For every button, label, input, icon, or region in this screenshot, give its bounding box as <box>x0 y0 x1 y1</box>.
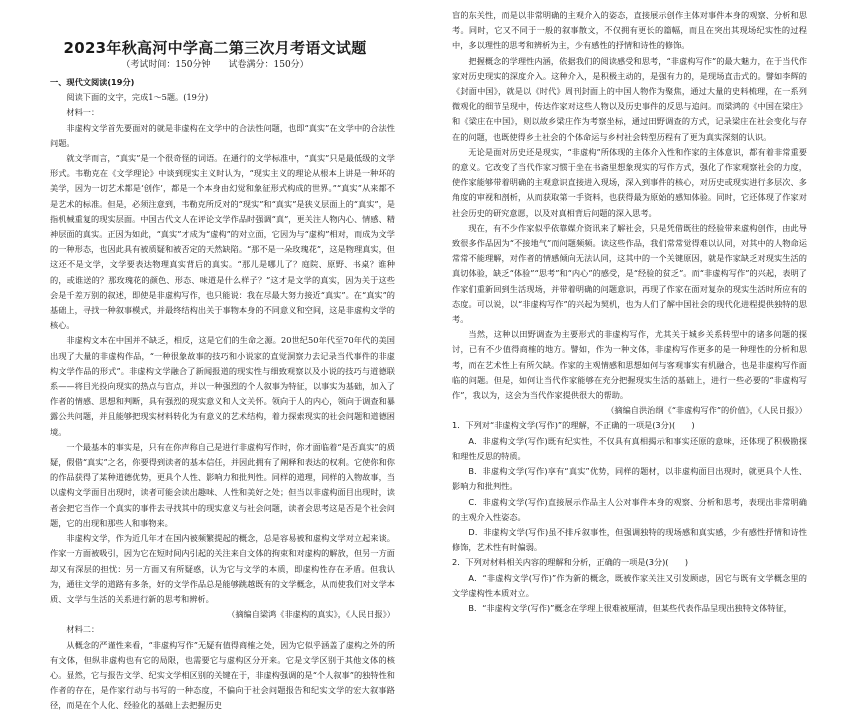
paragraph: 就文学而言，“真实”是一个很奇怪的词语。在通行的文学标准中，“真实”只是最低级的文学形式。韦勒克在《文学理论》中谈到现实主义时认为，“现实主义的理论从根本上讲是一种坏的美学，因为一切艺术都是‘创作’，都是一个本身由幻觉和象征形式构成的世界。”“真实”从来都不是艺术的标准。但是，必须注意到，韦勒克所反对的“现实”和“真实”是狭义层面上的“真实”，是指机械重复的现实层面。中国古代文人在评论文学作品时强调“真”，更关注人物内心、情感、精神层面的真实。正因为如此，“真实”才成为“虚构”的对立面，它因为与“虚构”相对，而成为文学的一种形态，也因此具有被质疑和被否定的天然缺陷。“那不是一朵玫瑰花”，这是物理真实，但这还不是文学，文学要表达物理真实背后的真实。“那儿是哪儿了？庭院、原野、书桌？谁种的，或谁送的？那玫瑰花的颜色、形态、味道是什么样子？”这才是文学的真实，因为关于这些会是千差万别的叙述，即使是非虚构写作，也只能说：我在尽最大努力接近“真实”。在“真实”的基础上，寻找一种叙事模式，并最终结构出关于事物本身的不同意义和空间，这是非虚构文学的核心。 <box>50 153 395 331</box>
paragraph: 把握概念的学理性内涵，依据我们的阅读感受和思考，“非虚构写作”的最大魅力，在于当代作家对历史现实的深度介入。这种介入，是积极主动的，是强有力的，是现场直击式的。譬如李辉的《封面中国》，就是以《时代》周刊封面上的中国人物作为聚焦，通过大量的史料梳理，在一系列微观化的细节呈现中，传达作家对这些人物以及历史事件的反思与追问。而梁鸿的《中国在梁庄》和《梁庄在中国》，则以故乡梁庄作为考察坐标，通过田野调查的方式，记录梁庄在社会变化与存在的问题，也既使得乡土社会的个体命运与乡村社会转型历程有了更为真实深刻的认识。 <box>452 55 807 142</box>
exam-info: （考试时间：150分钟 试卷满分：150分） <box>121 60 309 70</box>
paragraph: 无论是面对历史还是现实，“非虚构”所体现的主体介入性和作家的主体意识，都有着非常重要的意义。它改变了当代作家习惯于坐在书斋里想象现实的写作方式，强化了作家观察社会的力度，使作家能够带着明确的主观意识直接进入现场，深入到事件的核心，对历史或现实进行多层次、多角度的审视和剖析，从而获取第一手资料，也获得最为原始的感知体验。同时，它还体现了作家对社会历史的研究意愿，以及对真相背后问题的深入思考。 <box>452 146 807 218</box>
paragraph: 现在，有不少作家似乎依靠媒介资讯来了解社会，只是凭借既往的经验带来虚构创作，由此导致很多作品因为“不接地气”而问题频频。读这些作品，我们常常觉得难以认同，对其中的人物命运常常不能理解，对作者的情感倾向无法认同，这其中的一个关键原因，就是作家缺乏对现实生活的真切体验，缺乏“体验”“思考”和“内心”的感受，是“经验的贫乏”。而“非虚构写作”的兴起，表明了作家们重新回到生活现场，并带着明确的问题意识，再现了作家在面对复杂的现实生活时所应有的态度。可以说，以“非虚构写作”的兴起为契机，也为人们了解中国社会的现代化进程提供独特的思考。 <box>452 222 807 325</box>
paragraph: 非虚构文本在中国并不缺乏，相反，这是它们的生命之源。20世纪50年代至70年代的美国出现了大量的非虚构作品，“一种很象故事的技巧和小说家的直觉洞察力去记录当代事件的非虚构文学作品的形式”。非虚构文学融合了新闻报道的现实性与细致观察以及小说的技巧与道德联系——将目光投向现实的热点与盲点，并以一种强烈的个人叙事为特征，以事实为基础，加入了作者的情感、思想和判断，具有强烈的现实意义和人文关怀。领向于人的内心，领向于调查和暴露公共问题，并且能够把现实材料转化为有意义的艺术结构，着力探索现实的社会问题和道德困境。 <box>50 335 395 437</box>
left-column <box>0 0 430 711</box>
question-2-option-a: A．“非虚构文学(写作)”作为新的概念，既被作家关注又引发顾虑，因它与既有文学概念里的文学虚构性本质对立。 <box>452 572 807 598</box>
paragraph: 盲的东关性，而是以非常明确的主观介入的姿态，直接展示创作主体对事件本身的观察、分析和思考。同时，它又不同于一般的叙事散文，不仅拥有更长的篇幅，而且在突出其现场纪实性的过程中，多以理性的思考和辨析为主，少有感性的抒情和诗性的修饰。 <box>452 10 807 51</box>
paragraph: 当然，这种以田野调查为主要形式的非虚构写作，尤其关于城乡关系转型中的诸多问题的探讨，已有不少值得商榷的地方。譬如，作为一种文体，非虚构写作更多的是一种理性的分析和思考，而在艺术性上有所欠缺。作家的主观情感和思想如何与客观事实有机融合，也是非虚构写作面临的问题。但是，如何让当代作家能够在充分把握现实生活的基础上，进行一些必要的“非虚构写作”，我以为，这会为当代作家提供很大的帮助。 <box>452 329 807 401</box>
paragraph: 从概念的严谨性来看，“非虚构写作”无疑有值得商榷之处，因为它似乎涵盖了虚构之外的所有文体，但纵非虚构也有它的局限，也需要它与虚构区分开来。它是文学区别于其他文体的核心。显然，它与报告文学、纪实文学相区别的关键在于，非虚构强调的是“个人叙事”的独特性和作者的存在，是作家行动与书写的一种态度，不偏向于社会问题报告和纪实文学的宏大叙事路径，而是在个人化、经验化的基础上去把握历史 <box>50 639 395 711</box>
question-1-option-d: D．非虚构文学(写作)虽不排斥叙事性，但强调独特的现场感和真实感，少有感性抒情和诗性修饰，艺术性有时偏弱。 <box>452 526 807 553</box>
paragraph: 一个最基本的事实是，只有在你声称自己是进行非虚构写作时，你才面临着“是否真实”的质疑，假借“真实”之名，你要得到读者的基本信任，并因此拥有了阐释和表达的权利。它使你和你的作品获得了某种道德优势，更具个人性、影响力和批判性。同样的道理，同样的入物故事，当以虚构文学面目出现时，读者可能会读出趣味、人性和美好之处；但当以非虚构面目出现时，读者会把它当作一个真实的事件去寻找其中的现实意义与社会问题，读者会思考这是否是个社会问题，它的出现和那些人和事物来。 <box>50 441 395 528</box>
section-instruction: 阅读下面的文字，完成1～5题。(19分) <box>66 92 209 103</box>
left-text-flow <box>50 75 395 714</box>
right-text-flow <box>452 8 807 616</box>
question-2-stem: 2．下列对材料相关内容的理解和分析，正确的一项是(3分)( ) <box>452 557 689 568</box>
page-title: 2023年秋高河中学高二第三次月考语文试题 <box>63 39 367 57</box>
question-1-option-a: A．非虚构文学(写作)既有纪实性，不仅具有真相揭示和事实还原的意味，还体现了积极勘探和理性反思的特质。 <box>452 435 807 461</box>
question-1-option-b: B．非虚构文学(写作)享有“真实”优势，同样的题材，以非虚构面目出现时，就更具个人性、影响力和批判性。 <box>452 466 807 492</box>
paragraph: 非虚构文学首先要面对的就是非虚构在文学中的合法性问题，也即“真实”在文学中的合法性问题。 <box>50 122 395 148</box>
question-1-option-c: C．非虚构文学(写作)直接展示作品主人公对事件本身的观察、分析和思考，表现出非常明确的主观介入性姿态。 <box>452 496 807 522</box>
right-column <box>430 0 860 613</box>
material1-label: 材料一： <box>66 107 100 118</box>
paragraph: 非虚构文学，作为近几年才在国内被频繁提起的概念，总是容易被和虚构文学对立起来谈。作家一方面被吸引，因为它在短时间内引起的关注来自文体的拘束和对虚构的解放，但另一方面却又有深层的担忧：另一方面又有所疑惑，认为它与文学的本质，即虚构性存在矛盾。但我认为，通往文学的道路有多条，好的文学作品总是能够跳越既有的文学概念，从而使我们对文学本质、文学与生活的关系进行新的思考和辨析。 <box>50 533 395 604</box>
material1-source: （摘编自梁鸿《非虚构的真实》，《人民日报》） <box>227 609 395 620</box>
question-2-option-b: B．“非虚构文学(写作)”概念在学理上很难被厘清，但某些代表作品呈现出独特文体特征， <box>468 602 792 613</box>
material2-source: （摘编自洪治纲《“非虚构写作”的价值》，《人民日报》） <box>606 405 807 416</box>
question-1-stem: 1．下列对“非虚构文学(写作)”的理解，不正确的一项是(3分)( ) <box>452 420 695 431</box>
section-heading: 一、现代文阅读(19分) <box>50 77 135 87</box>
material2-label: 材料二： <box>66 624 100 635</box>
